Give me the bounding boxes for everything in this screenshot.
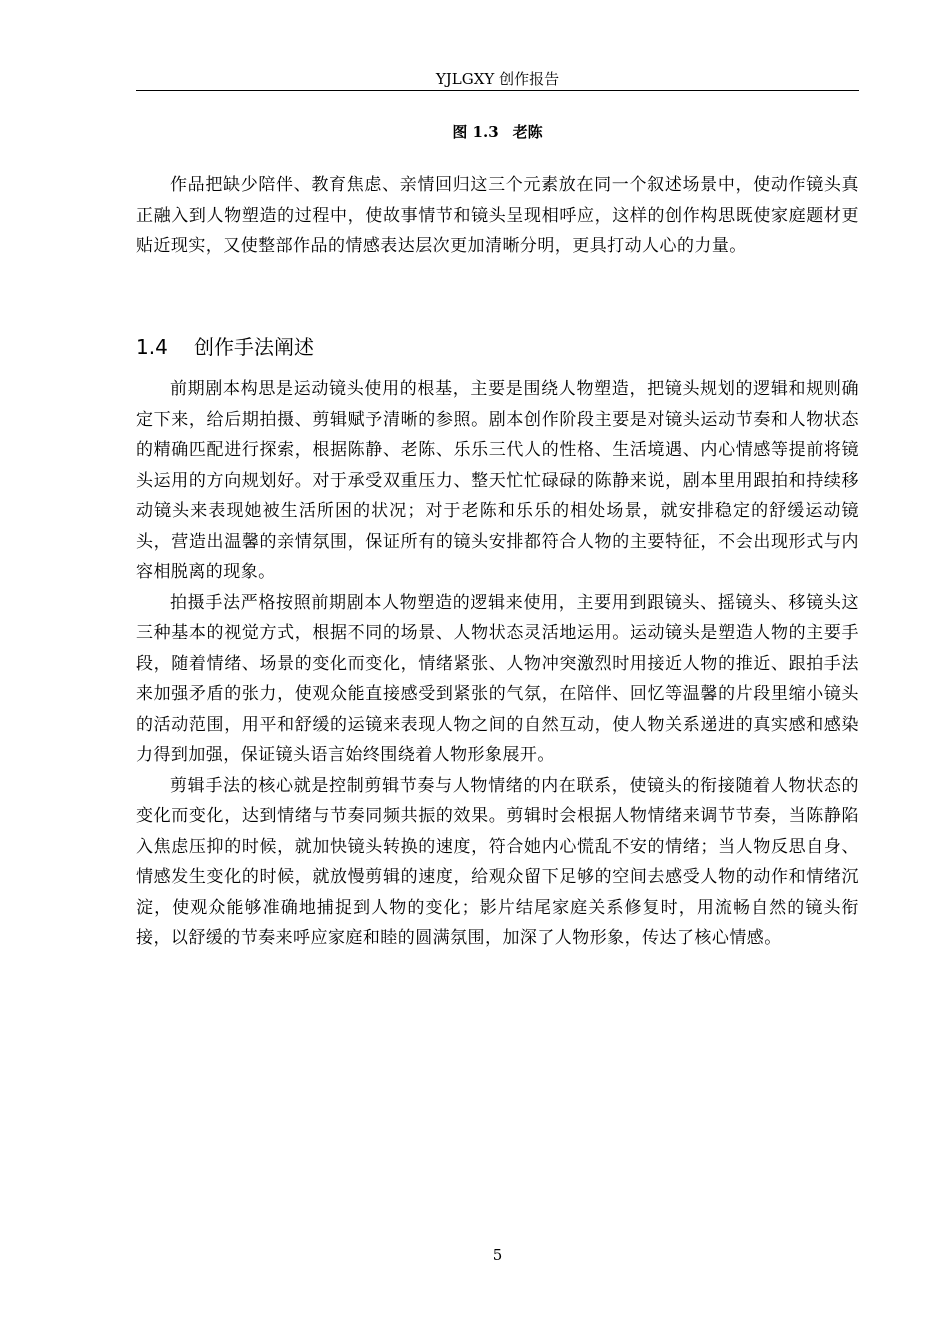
paragraph: 前期剧本构思是运动镜头使用的根基，主要是围绕人物塑造，把镜头规划的逻辑和规则确定下来，给后期拍摄、剪辑赋予清晰的参照。剧本创作阶段主要是对镜头运动节奏和人物状态的精确匹配进行探索，根据陈静、老陈、乐乐三代人的性格、生活境遇、内心情感等提前将镜头运用的方向规划好。对于承受双重压力、整天忙忙碌碌的陈静来说，剧本里用跟拍和持续移动镜头来表现她被生活所困的状况；对于老陈和乐乐的相处场景，就安排稳定的舒缓运动镜头，营造出温馨的亲情氛围，保证所有的镜头安排都符合人物的主要特征，不会出现形式与内容相脱离的现象。: [136, 379, 859, 582]
page-number: 5: [492, 1246, 503, 1264]
section-body: [136, 374, 859, 954]
section-number: 1.4: [136, 335, 168, 359]
paragraph: 拍摄手法严格按照前期剧本人物塑造的逻辑来使用，主要用到跟镜头、摇镜头、移镜头这三种基本的视觉方式，根据不同的场景、人物状态灵活地运用。运动镜头是塑造人物的主要手段，随着情绪、场景的变化而变化，情绪紧张、人物冲突激烈时用接近人物的推近、跟拍手法来加强矛盾的张力，使观众能直接感受到紧张的气氛，在陪伴、回忆等温馨的片段里缩小镜头的活动范围，用平和舒缓的运镜来表现人物之间的自然互动，使人物关系递进的真实感和感染力得到加强，保证镜头语言始终围绕着人物形象展开。: [136, 592, 859, 765]
section-title: 创作手法阐述: [194, 335, 314, 359]
figure-title: 老陈: [512, 123, 543, 141]
paragraph: 作品把缺少陪伴、教育焦虑、亲情回归这三个元素放在同一个叙述场景中，使动作镜头真正融入到人物塑造的过程中，使故事情节和镜头呈现相呼应，这样的创作构思既使家庭题材更贴近现实，又使整部作品的情感表达层次更加清晰分明，更具打动人心的力量。: [136, 175, 859, 256]
section-heading: [136, 334, 314, 360]
page-header: YJLGXY 创作报告: [435, 70, 560, 88]
figure-caption: [136, 122, 859, 142]
intro-text: [136, 170, 859, 262]
header-rule: [136, 90, 859, 91]
figure-label: 图 1.3: [452, 123, 499, 141]
paragraph: 剪辑手法的核心就是控制剪辑节奏与人物情绪的内在联系，使镜头的衔接随着人物状态的变化而变化，达到情绪与节奏同频共振的效果。剪辑时会根据人物情绪来调节节奏，当陈静陷入焦虑压抑的时候，就加快镜头转换的速度，符合她内心慌乱不安的情绪；当人物反思自身、情感发生变化的时候，就放慢剪辑的速度，给观众留下足够的空间去感受人物的动作和情绪沉淀，使观众能够准确地捕捉到人物的变化；影片结尾家庭关系修复时，用流畅自然的镜头衔接，以舒缓的节奏来呼应家庭和睦的圆满氛围，加深了人物形象，传达了核心情感。: [136, 775, 859, 948]
